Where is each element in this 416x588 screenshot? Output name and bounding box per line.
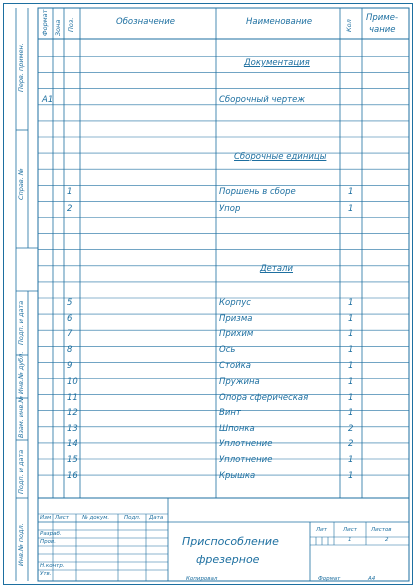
row-name: Уплотнение — [219, 455, 273, 465]
tb-izm: Изм — [40, 515, 52, 521]
tb-sheets-val: 2 — [385, 537, 389, 543]
row-name: Крышка — [219, 471, 256, 481]
header-pos: Поз. — [67, 17, 75, 32]
header-note-2: чание — [369, 25, 396, 35]
row-name: Шпонка — [219, 424, 255, 434]
row-name: Корпус — [219, 298, 251, 308]
row-pos: 11 — [67, 393, 78, 403]
footer-copied: Копировал — [186, 576, 218, 582]
side-inv-orig: Инв.№ подл. — [17, 523, 25, 566]
footer-format-label: Формат — [318, 576, 341, 582]
tb-date: Дата — [149, 515, 164, 521]
row-qty: 2 — [348, 439, 354, 449]
row-pos: 6 — [67, 314, 73, 324]
header-note-1: Приме- — [366, 13, 399, 23]
tb-razrab: Разраб. — [40, 531, 62, 537]
tb-prov: Пров. — [40, 539, 56, 545]
row-qty: 1 — [348, 204, 354, 214]
tb-title-2: фрезерное — [196, 553, 260, 566]
side-vzam-inv: Взам. инв.№ — [17, 395, 25, 438]
row-qty: 1 — [348, 361, 354, 371]
row-name: Ось — [219, 345, 236, 355]
section-assemblies: Сборочные единицы — [234, 152, 327, 162]
row-pos: 15 — [67, 455, 78, 465]
row-name: Пружина — [219, 377, 260, 387]
row-qty: 1 — [348, 408, 354, 418]
row-qty: 1 — [348, 329, 354, 339]
side-sign-date-1: Подп. и дата — [17, 300, 25, 345]
row-qty: 1 — [348, 455, 354, 465]
tb-title-1: Приспособление — [182, 535, 279, 548]
footer-format-value: А4 — [368, 576, 376, 582]
row-name: Прихим — [219, 329, 254, 339]
row-name: Винт — [219, 408, 241, 418]
tb-lit: Лит — [316, 527, 327, 533]
row-pos: 5 — [67, 298, 73, 308]
row-qty: 1 — [348, 298, 354, 308]
side-inv-dup: Инв.№ дубл. — [17, 351, 25, 394]
row-qty: 1 — [348, 377, 354, 387]
header-qty: Кол — [345, 19, 353, 32]
row-pos: 10 — [67, 377, 78, 387]
header-zone: Зона — [54, 19, 62, 36]
row-qty: 1 — [348, 393, 354, 403]
row-qty: 1 — [348, 471, 354, 481]
row-pos: 1 — [67, 187, 73, 197]
row-pos: 8 — [67, 345, 73, 355]
tb-sheets: Листов — [371, 527, 392, 533]
tb-n-kontr: Н.контр. — [40, 563, 65, 569]
row-name: Опора сферическая — [219, 393, 309, 403]
tb-sheet: Лист — [343, 527, 357, 533]
row-name: Призма — [219, 314, 253, 324]
tb-doc-no: № докум. — [82, 515, 110, 521]
row-pos: 2 — [67, 204, 73, 214]
row-name: Уплотнение — [219, 439, 273, 449]
row-format: А1 — [42, 95, 54, 105]
row-pos: 12 — [67, 408, 78, 418]
row-pos: 13 — [67, 424, 78, 434]
tb-list: Лист — [55, 515, 69, 521]
row-name: Сборочный чертеж — [219, 95, 305, 105]
row-pos: 9 — [67, 361, 73, 371]
row-name: Поршень в сборе — [219, 187, 296, 197]
tb-utv: Утв. — [40, 571, 52, 577]
row-qty: 1 — [348, 314, 354, 324]
row-qty: 1 — [348, 345, 354, 355]
section-documentation: Документация — [244, 58, 310, 68]
row-name: Стойка — [219, 361, 251, 371]
header-format: Формат — [41, 9, 49, 36]
section-parts: Детали — [260, 264, 293, 274]
row-qty: 2 — [348, 424, 354, 434]
row-name: Упор — [219, 204, 241, 214]
side-ref-no: Справ. № — [17, 168, 25, 200]
tb-sign: Подп. — [124, 515, 141, 521]
side-sign-date-2: Подп. и дата — [17, 449, 25, 494]
row-pos: 7 — [67, 329, 73, 339]
side-first-use: Перв. примен. — [17, 43, 25, 92]
row-qty: 1 — [348, 187, 354, 197]
header-name: Наименование — [246, 17, 313, 27]
header-designation: Обозначение — [116, 17, 175, 27]
row-pos: 16 — [67, 471, 78, 481]
tb-sheet-val: 1 — [348, 537, 352, 543]
row-pos: 14 — [67, 439, 78, 449]
